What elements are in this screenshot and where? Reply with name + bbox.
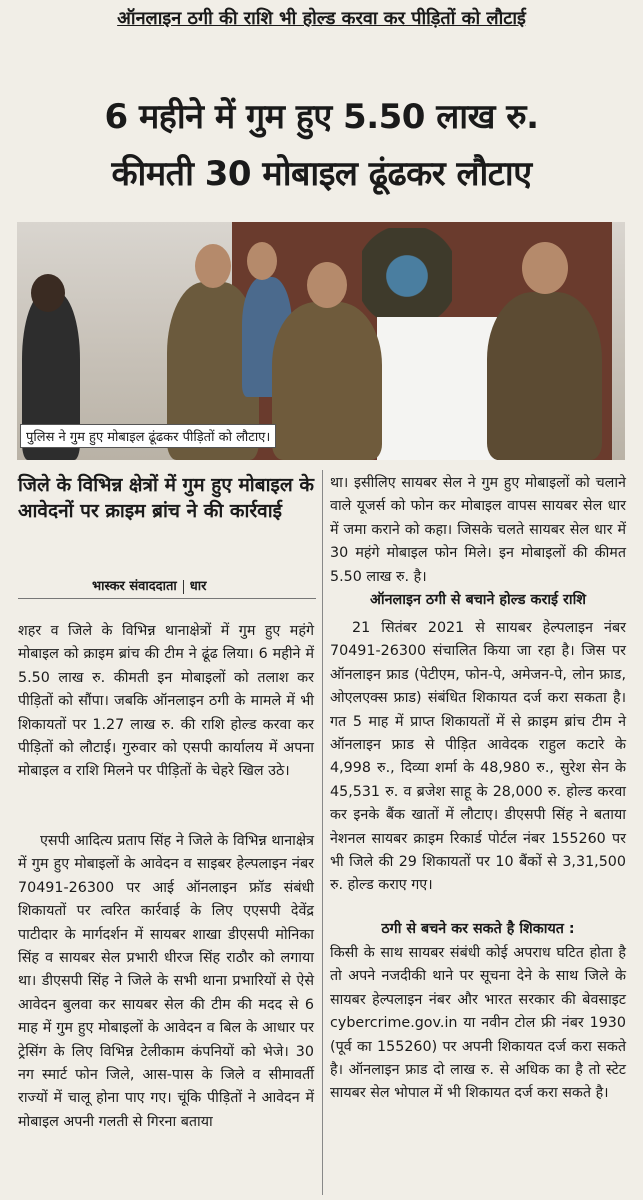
kicker-headline: ऑनलाइन ठगी की राशि भी होल्ड करवा कर पीड़ितों को लौटाई xyxy=(117,8,526,29)
byline-rule xyxy=(18,598,316,599)
headline-line-2: कीमती 30 मोबाइल ढूंढकर लौटाए xyxy=(111,154,532,194)
column-divider xyxy=(322,470,323,1195)
right-subheading-hold-amount: ऑनलाइन ठगी से बचाने होल्ड कराई राशि xyxy=(370,592,586,608)
headline-line-1: 6 महीने में गुम हुए 5.50 लाख रु. xyxy=(104,97,539,137)
article-paragraph: शहर व जिले के विभिन्न थानाक्षेत्रों में गुम हुए महंगे मोबाइल को क्राइम ब्रांच की टीम ने ढूंढ लिया। 6 महीने में 5.50 लाख रु. कीमती इन मोबाइलों को तलाश कर पीड़ितों को सौंपा। जबकि ऑनलाइन ठगी के मामले में भी शिकायतों पर 1.27 लाख रु. की राशि होल्ड करवा कर पीड़ितों को लौटाई। गुरुवार को एसपी कार्यालय में अपना मोबाइल व राशि मिलने पर पीड़ितों के चेहरे खिल उठे। xyxy=(18,623,314,780)
article-paragraph: एसपी आदित्य प्रताप सिंह ने जिले के विभिन्न थानाक्षेत्र में गुम हुए मोबाइलों के आवेदन व साइबर हेल्पलाइन नंबर 70491-26300 पर आई ऑनलाइन फ्रॉड संबंधी शिकायतों पर त्वरित कार्रवाई के लिए एएसपी देवेंद्र पाटीदार के मार्गदर्शन में सायबर शाखा डीएसपी मोनिका सिंह व सायबर सेल प्रभारी धीरज सिंह राठौर को लगाया था। डीएसपी सिंह ने जिले के सभी थाना प्रभारियों से ऐसे आवेदन बुलवा कर सायबर सेल की टीम की मदद से 6 माह में गुम हुए मोबाइलों के आवेदन व बिल के आधार पर ट्रेसिंग के लिए विभिन्न टेलीकाम कंपनियों को भेजे। 30 नग स्मार्ट फोन जिले, आस-पास के जिले व सीमावर्ती राज्यों में चालू होना पाए गए। चूंकि पीड़ितों ने आवेदन में मोबाइल अपनी गलती से गिरना बताया xyxy=(18,833,314,1130)
byline xyxy=(92,576,206,594)
article-paragraph: 21 सितंबर 2021 से सायबर हेल्पलाइन नंबर 70491-26300 संचालित किया जा रहा है। जिस पर ऑनलाइन फ्राड (पेटीएम, फोन-पे, अमेजन-पे, लोन फ्राड, ओएलएक्स फ्राड) संबंधित शिकायत दर्ज करा सकता है। गत 5 माह में प्राप्त शिकायतों में से क्राइम ब्रांच टीम ने ऑनलाइन फ्राड से पीड़ित आवेदक राहुल कटारे के 4,998 रु., दिव्या शर्मा के 48,980 रु., सुरेश सेन के 45,531 रु. व ब्रजेश साहू के 28,000 रु. होल्ड करवा कर इनके बैंक खातों में लौटाए। डीएसपी सिंह ने बताया नेशनल सायबर क्राइम रिकार्ड पोर्टल नंबर 155260 पर भी जिले की 29 शिकायतों पर 10 बैंकों से 3,31,500 रु. होल्ड कराए गए। xyxy=(330,620,626,894)
left-subheadline: जिले के विभिन्न क्षेत्रों में गुम हुए मोबाइल के आवेदनों पर क्राइम ब्रांच ने की कार्रवाई xyxy=(18,474,314,522)
byline-place: धार xyxy=(189,579,207,594)
right-subheading-complaint: ठगी से बचने कर सकते है शिकायत : xyxy=(381,921,575,937)
article-paragraph: किसी के साथ सायबर संबंधी कोई अपराध घटित होता है तो अपने नजदीकी थाने पर सूचना देने के साथ जिले के सायबर हेल्पलाइन नंबर और भारत सरकार की बेवसाइट cybercrime.gov.in या नवीन टोल फ्री नंबर 1930 (पूर्व का 155260) पर अपनी शिकायत दर्ज करा सकते है। ऑनलाइन फ्राड दो लाख रु. से अधिक का है तो स्टेट सायबर सेल भोपाल में भी शिकायत दर्ज करा सकते है। xyxy=(330,945,626,1102)
photo-caption: पुलिस ने गुम हुए मोबाइल ढूंढकर पीड़ितों को लौटाए। xyxy=(20,424,276,448)
byline-reporter: भास्कर संवाददाता xyxy=(92,579,177,594)
article-paragraph: था। इसीलिए सायबर सेल ने गुम हुए मोबाइलों को चलाने वाले यूजर्स को फोन कर मोबाइल वापस सायबर सेल धार में जमा कराने को कहा। जिसके चलते सायबर सेल धार में 30 महंगे मोबाइल फोन मिले। इन मोबाइलों की कीमत 5.50 लाख रु. है। xyxy=(330,475,626,585)
